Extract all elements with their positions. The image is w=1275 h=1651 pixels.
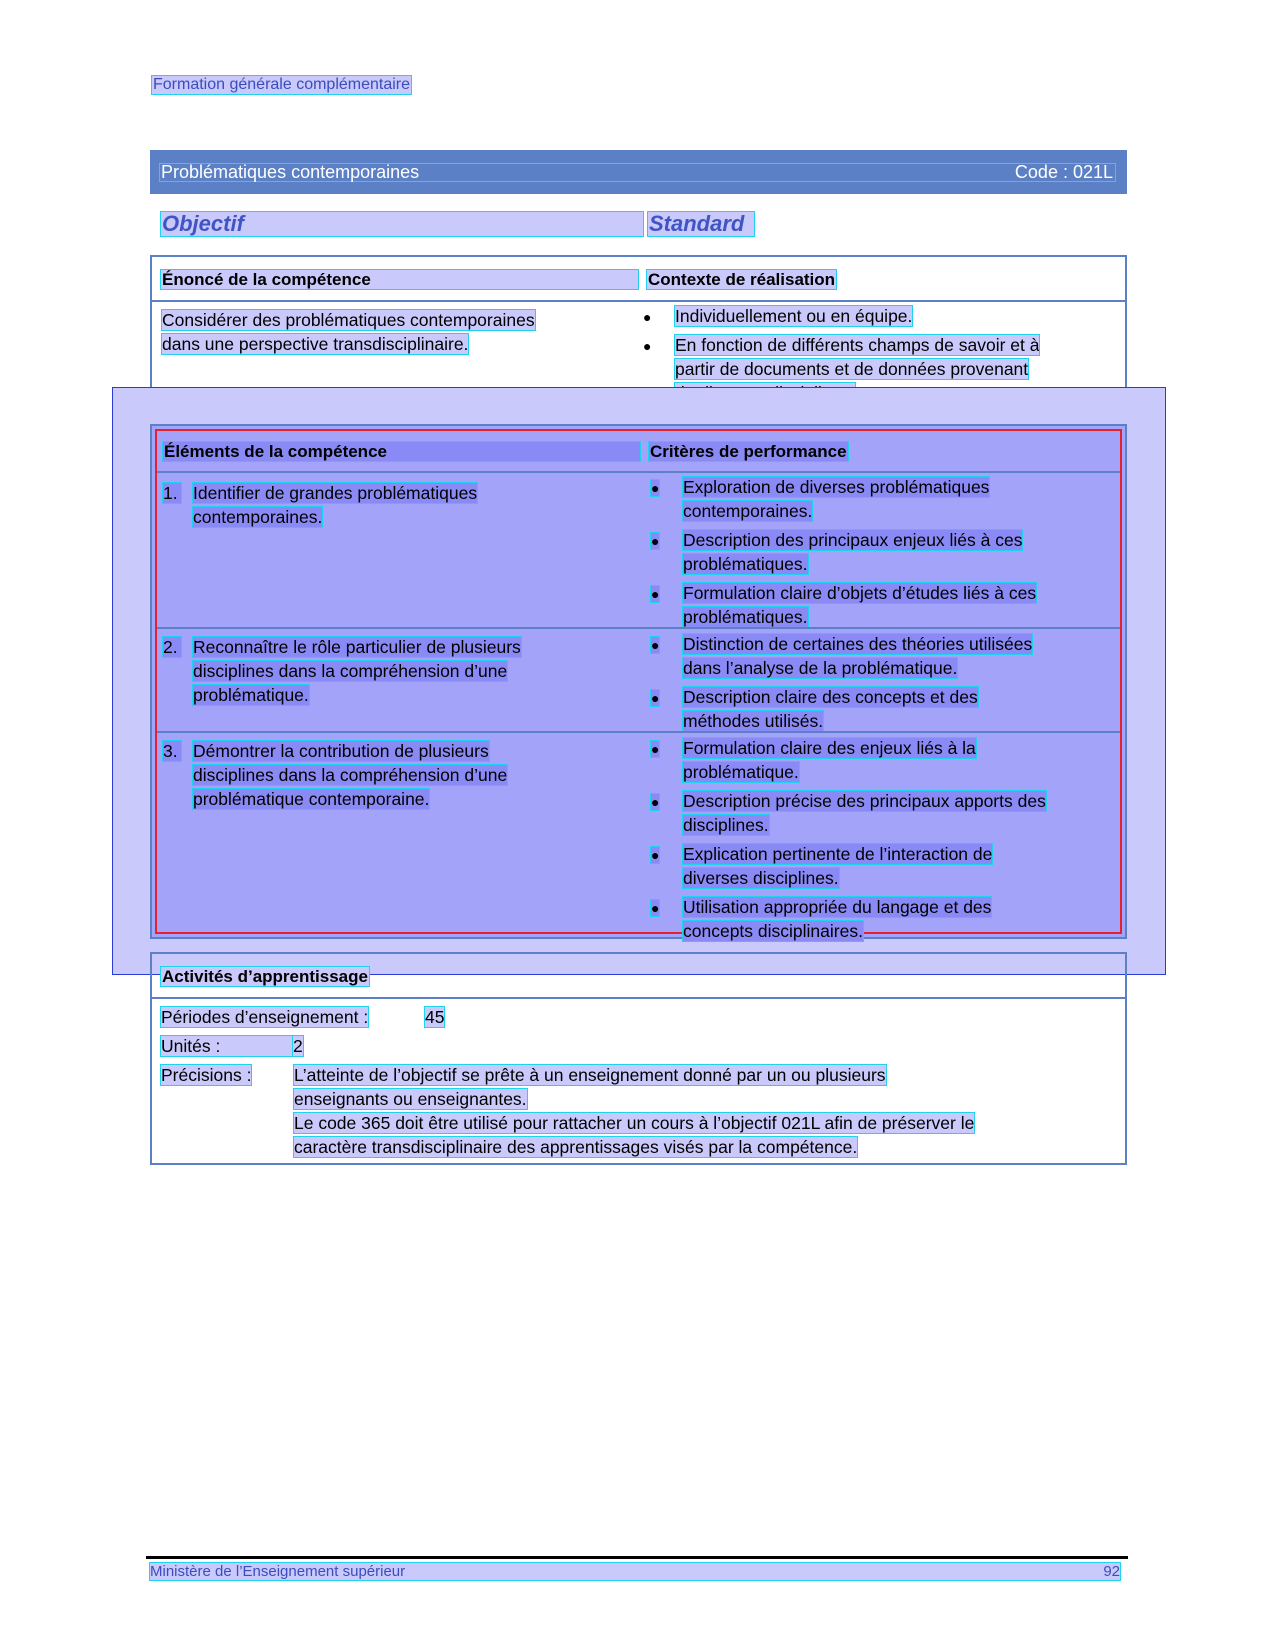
title-bar (150, 150, 1127, 194)
unites-value: 2 (293, 1036, 303, 1056)
divider (157, 627, 1120, 629)
enonce-text (161, 310, 611, 358)
enonce-line: Considérer des problématiques contemporaines (162, 310, 535, 330)
list-item: ● Formulation claire d’objets d’études liés à ces problématiques. (651, 583, 1037, 627)
periodes-label: Périodes d’enseignement : (161, 1007, 369, 1027)
running-header: Formation générale complémentaire (153, 76, 411, 93)
list-item: ● Distinction de certaines des théories utilisées dans l’analyse de la problématique. (651, 634, 1033, 678)
bullet-icon: ● (651, 741, 660, 757)
list-item: ● Description précise des principaux apports des disciplines. (651, 791, 1046, 835)
list-item: ● Description des principaux enjeux liés à ces problématiques. (651, 530, 1023, 574)
bullet-icon: ● (651, 690, 660, 706)
course-title: Problématiques contemporaines (161, 162, 420, 182)
list-item: ● Description claire des concepts et des méthodes utilisés. (651, 687, 978, 731)
bullet-icon: ● (651, 586, 660, 602)
unites-label: Unités : (161, 1036, 301, 1056)
precisions-label: Précisions : (161, 1065, 252, 1085)
bullet-icon: ● (651, 637, 660, 653)
bullet-icon: ● (651, 533, 660, 549)
periodes-value: 45 (425, 1007, 445, 1027)
bullet-icon: ● (651, 794, 660, 810)
criteres-list (650, 477, 1122, 636)
list-item: ● Individuellement ou en équipe. (643, 306, 913, 326)
criteres-list (650, 634, 1122, 740)
elements-box (150, 424, 1127, 939)
divider (152, 997, 1125, 999)
elements-label: Éléments de la compétence (163, 442, 640, 461)
list-item: ● Explication pertinente de l’interaction de diverses disciplines. (651, 844, 993, 888)
footer-rule (146, 1556, 1128, 1559)
competence-box (150, 255, 1127, 407)
criteres-list (650, 738, 1122, 950)
title-bar-content (160, 164, 1115, 181)
list-item: ● Formulation claire des enjeux liés à la problématique. (651, 738, 976, 782)
standard-heading: Standard (648, 212, 754, 236)
bullet-icon: ● (643, 338, 652, 354)
criteres-label: Critères de performance (650, 442, 847, 461)
precisions-text: L’atteinte de l’objectif se prête à un enseignement donné par un ou plusieurs enseignants ou enseignantes. Le code 365 doit être utilisé pour rattacher un cours à l’objectif 021L afin de préserver le caractère transdisciplinaire des apprentissages visés par la compétence. (294, 1065, 975, 1157)
elements-highlight-frame: Éléments de la compétence Critères de performance 1. Identifier de grandes problématiques contemporaines. ● Exploration de diverses problématiques contemporaines. ● Description des principaux enjeux liés à ces problématiques. ● Formulation claire d’objets d’études liés à ces problématiques. 2. Reconnaître le rôle particulier de plusieurs disciplines dans la compréhension d’une problématique. ● Distinction de certaines des théories utilisées dans l’analyse de la problématique. ● Description claire des concepts et des méthodes utilisés. 3. Démontrer la contribution de plusieurs disciplines dans la compréhension d’une problématique contemporaine. ● Formulation claire des enjeux liés à la problématique. ● Description précise des principaux apports des disciplines. ● Explication pertinente de l’interaction de diverses disciplines. ● Utilisation appropriée du langage et des concepts disciplinaires. (155, 429, 1122, 934)
list-item: ● Utilisation appropriée du langage et des concepts disciplinaires. (651, 897, 992, 941)
activites-box (150, 952, 1127, 1165)
course-code: Code : 021L (1014, 162, 1113, 182)
footer-ministry: Ministère de l’Enseignement supérieur (150, 1563, 1120, 1580)
page-number: 92 (1103, 1563, 1120, 1580)
divider (157, 471, 1120, 473)
list-item: ● En fonction de différents champs de savoir et à partir de documents et de données provenant (643, 335, 1113, 407)
bullet-icon: ● (651, 900, 660, 916)
objectif-heading: Objectif (161, 212, 643, 236)
activites-label: Activités d’apprentissage (162, 967, 368, 986)
divider (152, 300, 1125, 302)
bullet-icon: ● (643, 309, 652, 325)
divider (157, 731, 1120, 733)
list-item: ● Exploration de diverses problématiques contemporaines. (651, 477, 990, 521)
enonce-label: Énoncé de la compétence (161, 270, 638, 289)
contexte-label: Contexte de réalisation (648, 270, 836, 289)
bullet-icon: ● (651, 480, 660, 496)
bullet-icon: ● (651, 847, 660, 863)
enonce-line: dans une perspective transdisciplinaire. (162, 334, 469, 354)
